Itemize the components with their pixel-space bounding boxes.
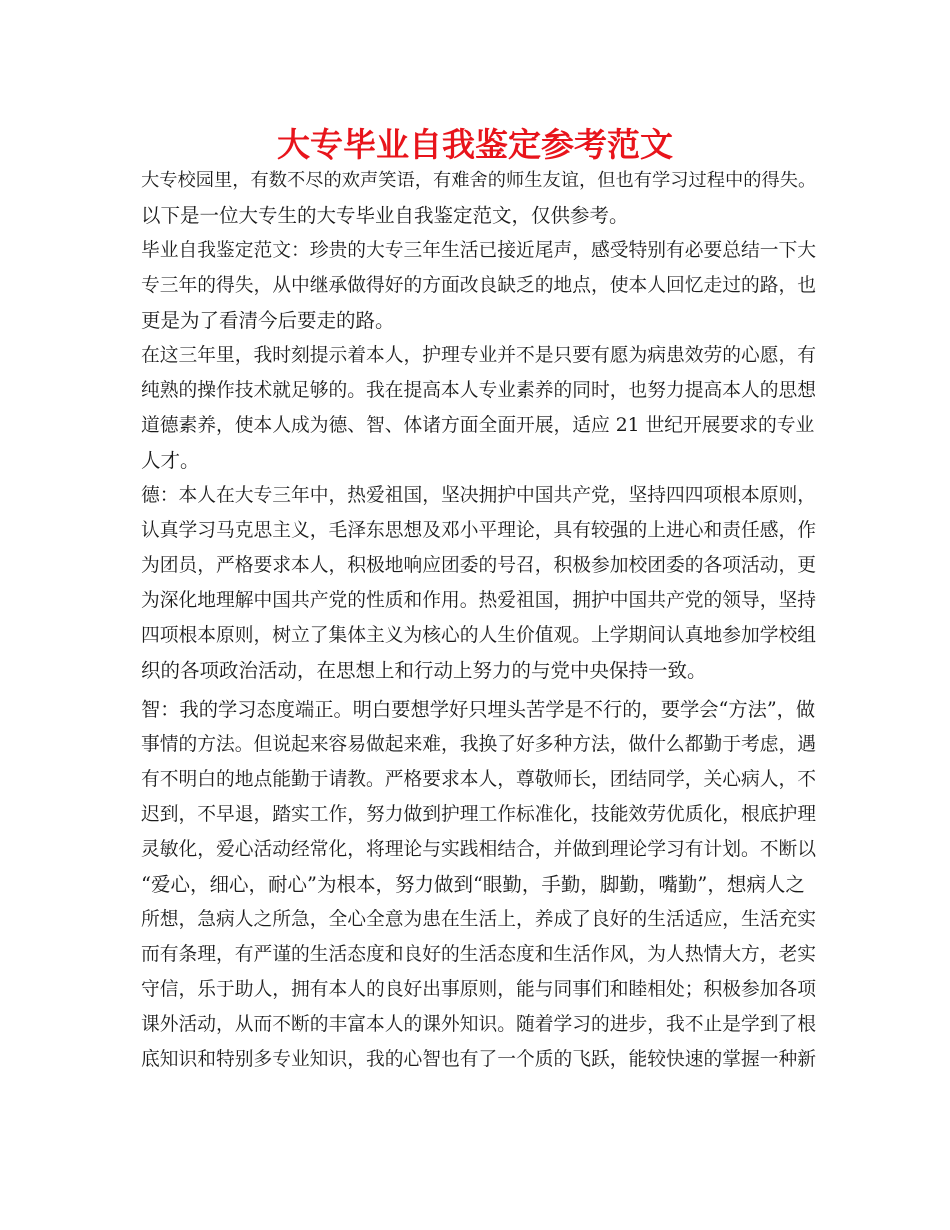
- text-line: 道德素养，使本人成为德、智、体诸方面全面开展，适应 21 世纪开展要求的专业: [141, 415, 815, 436]
- text-line: 课外活动，从而不断的丰富本人的课外知识。随着学习的进步，我不止是学到了根: [141, 1014, 816, 1035]
- text-line: 有不明白的地点能勤于请教。严格要求本人，尊敬师长，团结同学，关心病人，不: [141, 769, 816, 790]
- text-line: 而有条理，有严谨的生活态度和良好的生活态度和生活作风，为人热情大方，老实: [141, 944, 816, 965]
- text-line: 底知识和特别多专业知识，我的心智也有了一个质的飞跃，能较快速的掌握一种新: [141, 1049, 816, 1070]
- text-line: 迟到，不早退，踏实工作，努力做到护理工作标准化，技能效劳优质化，根底护理: [141, 804, 816, 825]
- text-line: 事情的方法。但说起来容易做起来难，我换了好多种方法，做什么都勤于考虑，遇: [141, 734, 816, 755]
- text-line: 大专校园里，有数不尽的欢声笑语，有难舍的师生友谊，但也有学习过程中的得失。: [141, 170, 817, 191]
- text-line: 德：本人在大专三年中，热爱祖国，坚决拥护中国共产党，坚持四四项根本原则，: [141, 485, 816, 506]
- document-title: 大专毕业自我鉴定参考范文: [277, 125, 673, 164]
- text-line: 认真学习马克思主义，毛泽东思想及邓小平理论，具有较强的上进心和责任感，作: [141, 520, 816, 541]
- text-line: 为团员，严格要求本人，积极地响应团委的号召，积极参加校团委的各项活动，更: [141, 555, 816, 576]
- text-line: 所想，急病人之所急，全心全意为患在生活上，养成了良好的生活适应，生活充实: [141, 909, 816, 930]
- text-line: “爱心，细心，耐心”为根本，努力做到“眼勤，手勤，脚勤，嘴勤”，想病人之: [141, 873, 805, 896]
- text-line: 智：我的学习态度端正。明白要想学好只埋头苦学是不行的，要学会“方法”，做: [141, 698, 816, 721]
- text-line: 灵敏化，爱心活动经常化，将理论与实践相结合，并做到理论学习有计划。不断以: [141, 839, 816, 860]
- text-line: 守信，乐于助人，拥有本人的良好出事原则，能与同事们和睦相处；积极参加各项: [141, 979, 816, 1000]
- text-line: 毕业自我鉴定范文：珍贵的大专三年生活已接近尾声，感受特别有必要总结一下大: [141, 240, 816, 261]
- text-line: 以下是一位大专生的大专毕业自我鉴定范文，仅供参考。: [141, 204, 629, 227]
- text-line: 织的各项政治活动，在思想上和行动上努力的与党中央保持一致。: [141, 659, 707, 682]
- text-line: 人才。: [141, 449, 200, 472]
- text-line: 纯熟的操作技术就足够的。我在提高本人专业素养的同时，也努力提高本人的思想: [141, 380, 816, 401]
- text-line: 为深化地理解中国共产党的性质和作用。热爱祖国，拥护中国共产党的领导，坚持: [141, 590, 816, 611]
- text-line: 专三年的得失，从中继承做得好的方面改良缺乏的地点，使本人回忆走过的路，也: [141, 275, 816, 296]
- text-line: 更是为了看清今后要走的路。: [141, 309, 395, 332]
- text-line: 四项根本原则，树立了集体主义为核心的人生价值观。上学期间认真地参加学校组: [141, 625, 816, 646]
- text-line: 在这三年里，我时刻提示着本人，护理专业并不是只要有愿为病患效劳的心愿，有: [141, 345, 816, 366]
